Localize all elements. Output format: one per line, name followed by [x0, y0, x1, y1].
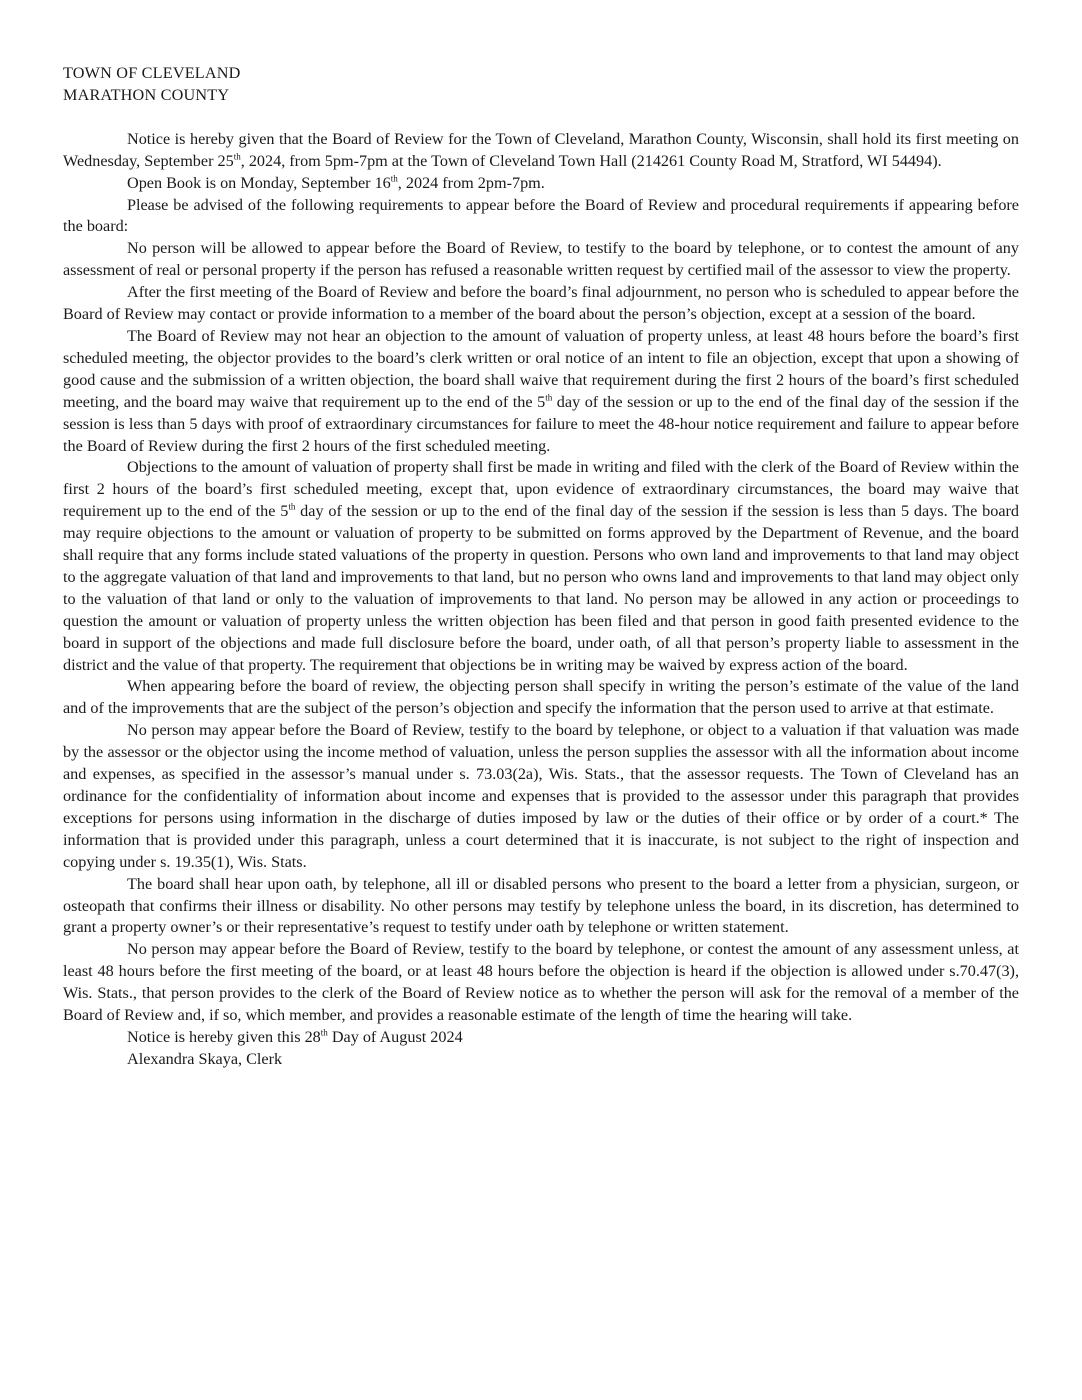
- ordinal-suffix: th: [288, 501, 296, 512]
- meeting-text-end: , 2024, from 5pm-7pm at the Town of Cleveland Town Hall (214261 County Road M, Stratford, WI 54494).: [240, 151, 942, 170]
- intent-text-end: day of the session or up to the end of the final day of the session if the session is less than 5 days with proof of extraordinary circumstances for failure to meet the 48-hour notice requirement and failure to appear before the Board of Review during the first 2 hours of the first scheduled meeting.: [63, 392, 1019, 455]
- open-book-paragraph: [63, 173, 1019, 195]
- open-book-text-start: Open Book is on Monday, September 16: [127, 173, 391, 192]
- ordinal-suffix: th: [320, 1027, 328, 1038]
- notice-meeting-paragraph: [63, 129, 1019, 173]
- view-property-requirement-paragraph: No person will be allowed to appear before the Board of Review, to testify to the board by telephone, or to contest the amount of any assessment of real or personal property if the person has refused a reasonable written request by certified mail of the assessor to view the property.: [63, 239, 1019, 280]
- member-removal-paragraph: No person may appear before the Board of Review, testify to the board by telephone, or contest the amount of any assessment unless, at least 48 hours before the first meeting of the board, or at least 48 hours before the objection is heard if the objection is allowed under s.70.47(3), Wis. Stats., that person provides to the clerk of the Board of Review notice as to whether the person will ask for the removal of a member of the Board of Review and, if so, which member, and provides a reasonable estimate of the length of time the hearing will take.: [63, 940, 1019, 1025]
- open-book-text-end: , 2024 from 2pm-7pm.: [397, 173, 545, 192]
- intent-text-start: The Board of Review may not hear an objection to the amount of valuation of property unless, at least 48 hours before the board’s first scheduled meeting, the objector provides to the board’s clerk written or oral notice of an intent to file an objection, except that upon a showing of good cause and the submission of a written objection, the board shall waive that requirement during the first 2 hours of the board’s first scheduled meeting, and the board may waive that requirement up to the end of the 5: [63, 326, 1019, 411]
- ordinal-suffix: th: [545, 392, 553, 403]
- date-text-start: Notice is hereby given this 28: [127, 1027, 321, 1046]
- public-notice-document: [63, 63, 1019, 1071]
- contact-restriction-paragraph: After the first meeting of the Board of Review and before the board’s final adjournment, no person who is scheduled to appear before the Board of Review may contact or provide information to a member of the board about the person’s objection, except at a session of the board.: [63, 283, 1019, 324]
- signature-block: [63, 1027, 1019, 1071]
- notice-of-intent-paragraph: [63, 326, 1019, 457]
- estimate-requirement-paragraph: When appearing before the board of review, the objecting person shall specify in writing the person’s estimate of the value of the land and of the improvements that are the subject of the person’s objection and specify the information that the person used to arrive at that estimate.: [63, 677, 1019, 718]
- written-objections-paragraph: [63, 457, 1019, 676]
- ordinal-suffix: th: [390, 173, 398, 184]
- clerk-name: Alexandra Skaya, Clerk: [127, 1049, 283, 1068]
- county-name: MARATHON COUNTY: [63, 85, 230, 104]
- ordinal-suffix: th: [233, 151, 241, 162]
- document-header: [63, 63, 1019, 107]
- objections-text-end: day of the session or up to the end of the final day of the session if the session is less than 5 days. The board may require objections to the amount or valuation of property to be submitted on forms approved by the Department of Revenue, and the board shall require that any forms include stated valuations of the property in question. Persons who own land and improvements to that land may object to the aggregate valuation of that land and improvements to that land, but no person who owns land and improvements to that land may object only to the valuation of that land or only to the valuation of improvements to that land. No person may be allowed in any action or proceedings to question the amount or valuation of property unless the written objection has been filed and that person in good faith presented evidence to the board in support of the objections and made full disclosure before the board, under oath, of all that person’s property liable to assessment in the district and the value of that property. The requirement that objections be in writing may be waived by express action of the board.: [63, 502, 1020, 674]
- telephone-testimony-paragraph: The board shall hear upon oath, by telephone, all ill or disabled persons who present to the board a letter from a physician, surgeon, or osteopath that confirms their illness or disability. No other persons may testify by telephone unless the board, in its discretion, has determined to grant a property owner’s or their representative’s request to testify under oath by telephone or written statement.: [63, 874, 1019, 937]
- requirements-intro-paragraph: Please be advised of the following requirements to appear before the Board of Review and procedural requirements if appearing before the board:: [63, 195, 1019, 236]
- town-name: TOWN OF CLEVELAND: [63, 64, 241, 82]
- meeting-text-start: Notice is hereby given that the Board of Review for the Town of Cleveland, Marathon County, Wisconsin, shall hold its first meeting on Wednesday, September 25: [63, 129, 1019, 170]
- income-method-paragraph: No person may appear before the Board of Review, testify to the board by telephone, or object to a valuation if that valuation was made by the assessor or the objector using the income method of valuation, unless the person supplies the assessor with all the information about income and expenses, as specified in the assessor’s manual under s. 73.03(2a), Wis. Stats., that the assessor requests. The Town of Cleveland has an ordinance for the confidentiality of information about income and expenses that is provided to the assessor under this paragraph that provides exceptions for persons using information in the discharge of duties imposed by law or the duties of their office or by order of a court.* The information that is provided under this paragraph, unless a court determined that it is inaccurate, is not subject to the right of inspection and copying under s. 19.35(1), Wis. Stats.: [63, 721, 1019, 871]
- date-text-end: Day of August 2024: [327, 1027, 463, 1046]
- notice-date-line: [63, 1027, 1019, 1049]
- objections-text-start: Objections to the amount of valuation of property shall first be made in writing and filed with the clerk of the Board of Review within the first 2 hours of the board’s first scheduled meeting, except that, upon evidence of extraordinary circumstances, the board may waive that requirement up to the end of the 5: [63, 458, 1019, 521]
